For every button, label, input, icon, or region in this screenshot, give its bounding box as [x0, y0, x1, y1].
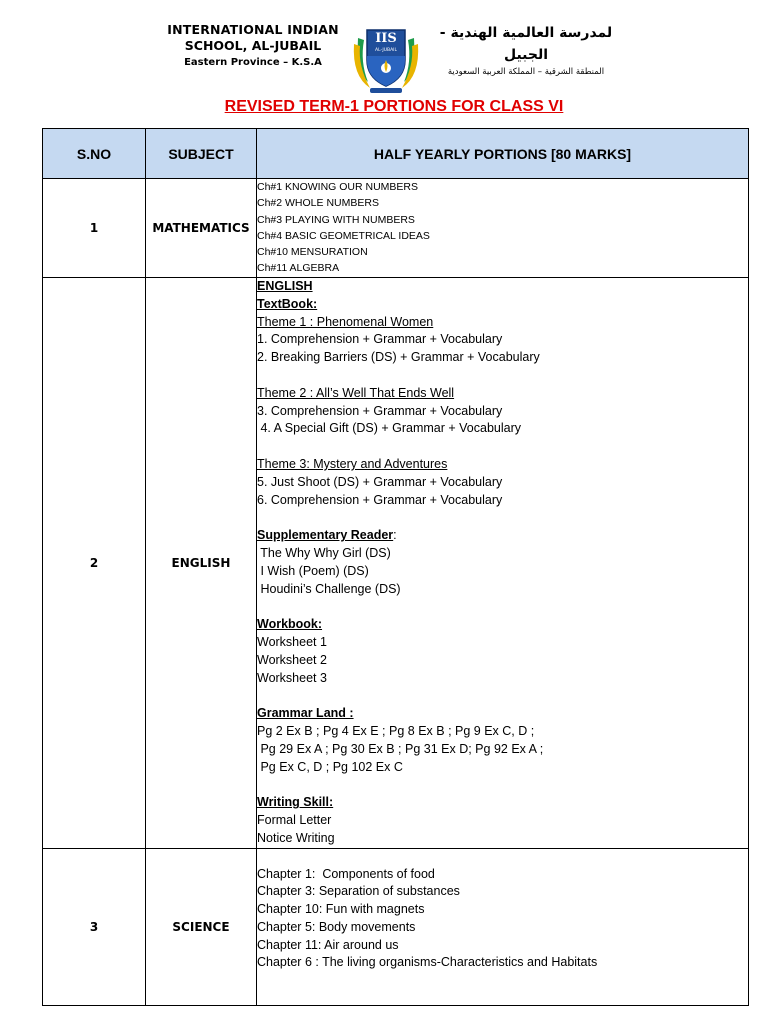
document-title: REVISED TERM-1 PORTIONS FOR CLASS VI: [224, 98, 564, 115]
spacer: [257, 687, 748, 705]
list-item: Ch#11 ALGEBRA: [257, 262, 340, 275]
row-subject: ENGLISH: [146, 278, 257, 849]
school-name-english: [160, 22, 346, 71]
spacer: [257, 776, 748, 794]
list-item: Chapter 5: Body movements: [257, 919, 416, 934]
section-heading-colon: :: [393, 528, 397, 543]
theme-heading: Theme 1 : Phenomenal Women: [257, 314, 434, 329]
list-item: Chapter 3: Separation of substances: [257, 884, 460, 899]
list-item: Chapter 6 : The living organisms-Characteristics and Habitats: [257, 955, 598, 970]
list-item: Chapter 10: Fun with magnets: [257, 902, 425, 917]
list-item: Pg 29 Ex A ; Pg 30 Ex B ; Pg 31 Ex D; Pg 92 Ex A ;: [257, 741, 544, 756]
portion-list: [257, 179, 748, 277]
list-item: Ch#3 PLAYING WITH NUMBERS: [257, 213, 415, 226]
letterhead: [0, 0, 768, 100]
portion-cell: [257, 278, 749, 849]
list-item: Ch#10 MENSURATION: [257, 246, 368, 259]
school-name-line1: INTERNATIONAL INDIAN: [167, 22, 339, 37]
section-heading: Grammar Land :: [257, 706, 354, 721]
school-name-arabic: [420, 22, 632, 78]
theme-heading: Theme 3: Mystery and Adventures: [257, 456, 448, 471]
school-name-line2: SCHOOL, AL-JUBAIL: [184, 38, 322, 53]
column-header-sno: S.NO: [43, 129, 146, 179]
spacer: [257, 438, 748, 456]
row-sno: 3: [43, 848, 146, 1005]
logo-caption: AL-JUBAIL: [374, 48, 397, 53]
section-heading: Workbook:: [257, 617, 323, 632]
list-item: The Why Why Girl (DS): [257, 545, 391, 560]
row-sno: 2: [43, 278, 146, 849]
list-item: 2. Breaking Barriers (DS) + Grammar + Vocabulary: [257, 350, 540, 365]
list-item: Houdini’s Challenge (DS): [257, 581, 401, 596]
portion-cell: [257, 179, 749, 278]
section-heading-text: Supplementary Reader: [257, 528, 394, 543]
list-item: 6. Comprehension + Grammar + Vocabulary: [257, 492, 503, 507]
list-item: Notice Writing: [257, 830, 335, 845]
list-item: Ch#4 BASIC GEOMETRICAL IDEAS: [257, 229, 430, 242]
row-subject: MATHEMATICS: [146, 179, 257, 278]
table-row: [43, 848, 749, 1005]
portion-list: [257, 278, 748, 848]
table-row: [43, 179, 749, 278]
school-location: Eastern Province – K.S.A: [184, 57, 322, 68]
spacer: [257, 367, 748, 385]
school-name-arabic-line2: المنطقة الشرقية – المملكة العربية السعودية: [447, 67, 605, 77]
list-item: Chapter 1: Components of food: [257, 866, 435, 881]
column-header-portions: HALF YEARLY PORTIONS [80 MARKS]: [257, 129, 749, 179]
spacer: [257, 509, 748, 527]
list-item: Chapter 11: Air around us: [257, 937, 399, 952]
list-item: 1. Comprehension + Grammar + Vocabulary: [257, 332, 503, 347]
list-item: Worksheet 3: [257, 670, 327, 685]
portion-cell: [257, 848, 749, 1005]
list-item: 5. Just Shoot (DS) + Grammar + Vocabulary: [257, 474, 503, 489]
list-item: Pg 2 Ex B ; Pg 4 Ex E ; Pg 8 Ex B ; Pg 9 Ex C, D ;: [257, 723, 535, 738]
table-header-row: [43, 129, 749, 179]
table-row: [43, 278, 749, 849]
section-heading: Writing Skill:: [257, 795, 334, 810]
list-item: Ch#2 WHOLE NUMBERS: [257, 197, 379, 210]
row-sno: 1: [43, 179, 146, 278]
list-item: 4. A Special Gift (DS) + Grammar + Vocabulary: [257, 421, 521, 436]
list-item: Worksheet 1: [257, 634, 327, 649]
school-name-arabic-line1: لمدرسة العالمية الهندية - الجبيل: [439, 25, 613, 63]
logo-initials: IIS: [375, 31, 397, 46]
section-heading: ENGLISH: [257, 279, 313, 293]
list-item: I Wish (Poem) (DS): [257, 563, 369, 578]
section-heading: [257, 527, 748, 545]
portions-table: [42, 128, 749, 1006]
list-item: Formal Letter: [257, 812, 332, 827]
portion-list: [257, 866, 748, 973]
list-item: Ch#1 KNOWING OUR NUMBERS: [257, 181, 419, 193]
row-subject: SCIENCE: [146, 848, 257, 1005]
spacer: [257, 598, 748, 616]
section-heading: TextBook:: [257, 296, 318, 311]
list-item: Pg Ex C, D ; Pg 102 Ex C: [257, 759, 403, 774]
theme-heading: Theme 2 : All’s Well That Ends Well: [257, 385, 455, 400]
column-header-subject: SUBJECT: [146, 129, 257, 179]
list-item: 3. Comprehension + Grammar + Vocabulary: [257, 403, 503, 418]
list-item: Worksheet 2: [257, 652, 327, 667]
